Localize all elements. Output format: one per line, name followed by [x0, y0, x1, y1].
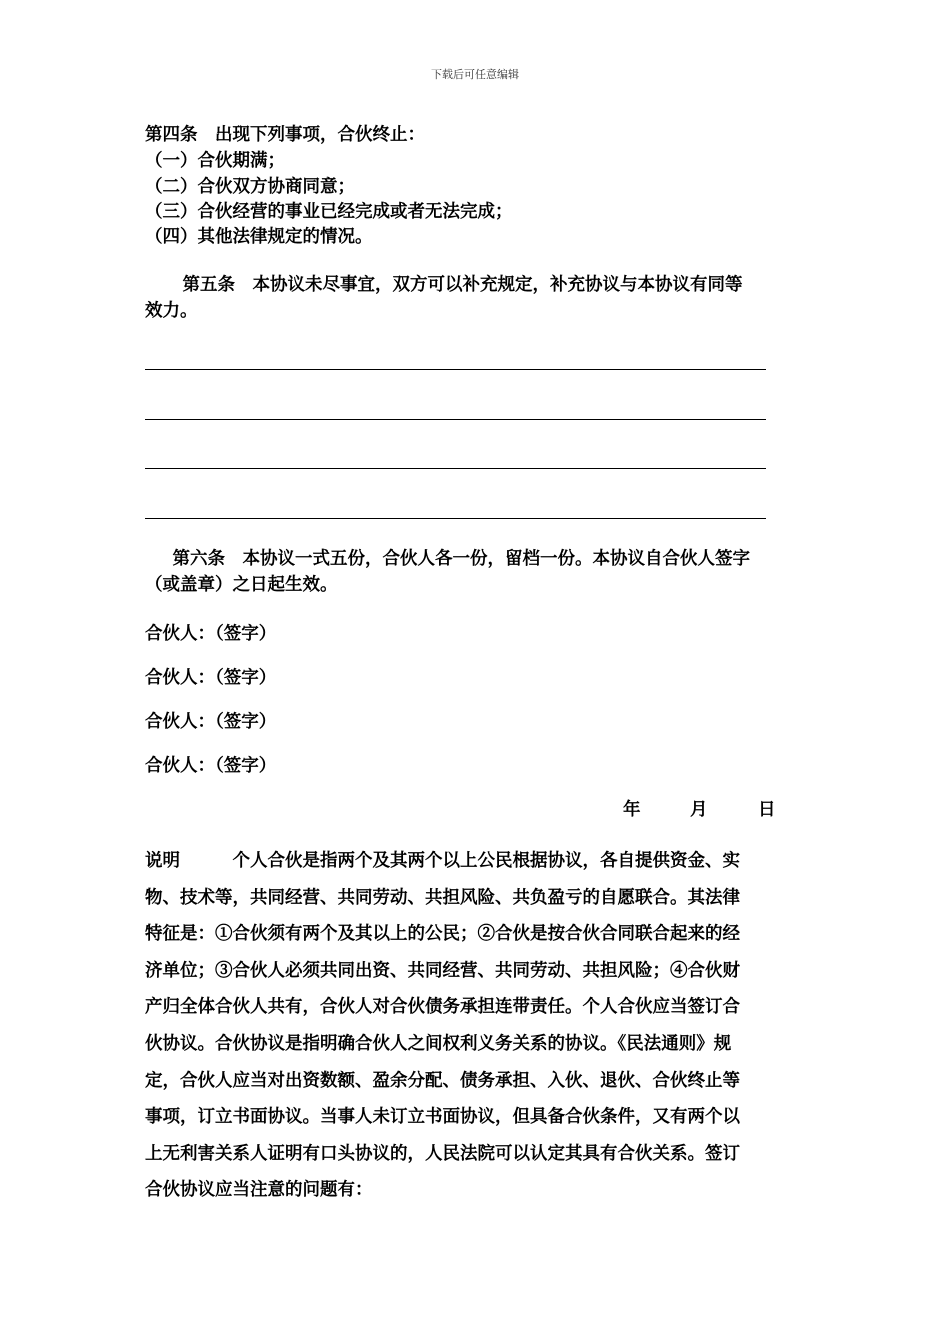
explanation-line: 济单位；③合伙人必须共同出资、共同经营、共同劳动、共担风险；④合伙财 — [145, 960, 740, 981]
article4-item-3: （三）合伙经营的事业已经完成或者无法完成； — [145, 202, 513, 222]
article4-item-4: （四）其他法律规定的情况。 — [145, 227, 373, 247]
article6-line-2: （或盖章）之日起生效。 — [145, 575, 338, 595]
date-day: 日 — [758, 800, 776, 820]
article4-heading: 第四条 出现下列事项，合伙终止： — [145, 125, 425, 145]
article5-line-2: 效力。 — [145, 301, 198, 321]
blank-fill-line-4 — [145, 518, 766, 519]
explanation-line: 合伙协议应当注意的问题有： — [145, 1180, 373, 1201]
partner-signature-3: 合伙人：（签字） — [145, 712, 277, 732]
article5-line-1: 第五条 本协议未尽事宜，双方可以补充规定，补充协议与本协议有同等 — [165, 275, 743, 295]
blank-fill-line-2 — [145, 419, 766, 420]
article4-item-2: （二）合伙双方协商同意； — [145, 177, 355, 197]
explanation-line: 物、技术等，共同经营、共同劳动、共担风险、共负盈亏的自愿联合。其法律 — [145, 887, 740, 908]
partner-signature-2: 合伙人：（签字） — [145, 668, 277, 688]
date-year: 年 — [623, 800, 641, 820]
explanation-line: 伙协议。合伙协议是指明确合伙人之间权利义务关系的协议。《民法通则》规 — [145, 1033, 732, 1054]
date-month: 月 — [690, 800, 708, 820]
explanation-line: 说明 个人合伙是指两个及其两个以上公民根据协议，各自提供资金、实 — [145, 851, 740, 871]
blank-fill-line-3 — [145, 468, 766, 469]
partner-signature-1: 合伙人：（签字） — [145, 624, 277, 644]
article4-item-1: （一）合伙期满； — [145, 151, 285, 171]
explanation-line: 特征是：①合伙须有两个及其以上的公民；②合伙是按合伙合同联合起来的经 — [145, 924, 740, 945]
page-header-watermark: 下载后可任意编辑 — [431, 68, 519, 81]
blank-fill-line-1 — [145, 369, 766, 370]
explanation-line: 事项，订立书面协议。当事人未订立书面协议，但具备合伙条件，又有两个以 — [145, 1107, 740, 1128]
explanation-line: 定，合伙人应当对出资数额、盈余分配、债务承担、入伙、退伙、合伙终止等 — [145, 1070, 740, 1091]
explanation-line: 上无利害关系人证明有口头协议的，人民法院可以认定其具有合伙关系。签订 — [145, 1143, 740, 1164]
article6-line-1: 第六条 本协议一式五份，合伙人各一份，留档一份。本协议自合伙人签字 — [155, 549, 750, 569]
explanation-line: 产归全体合伙人共有，合伙人对合伙债务承担连带责任。个人合伙应当签订合 — [145, 997, 740, 1018]
partner-signature-4: 合伙人：（签字） — [145, 756, 277, 776]
explanation-paragraph — [145, 843, 807, 1209]
